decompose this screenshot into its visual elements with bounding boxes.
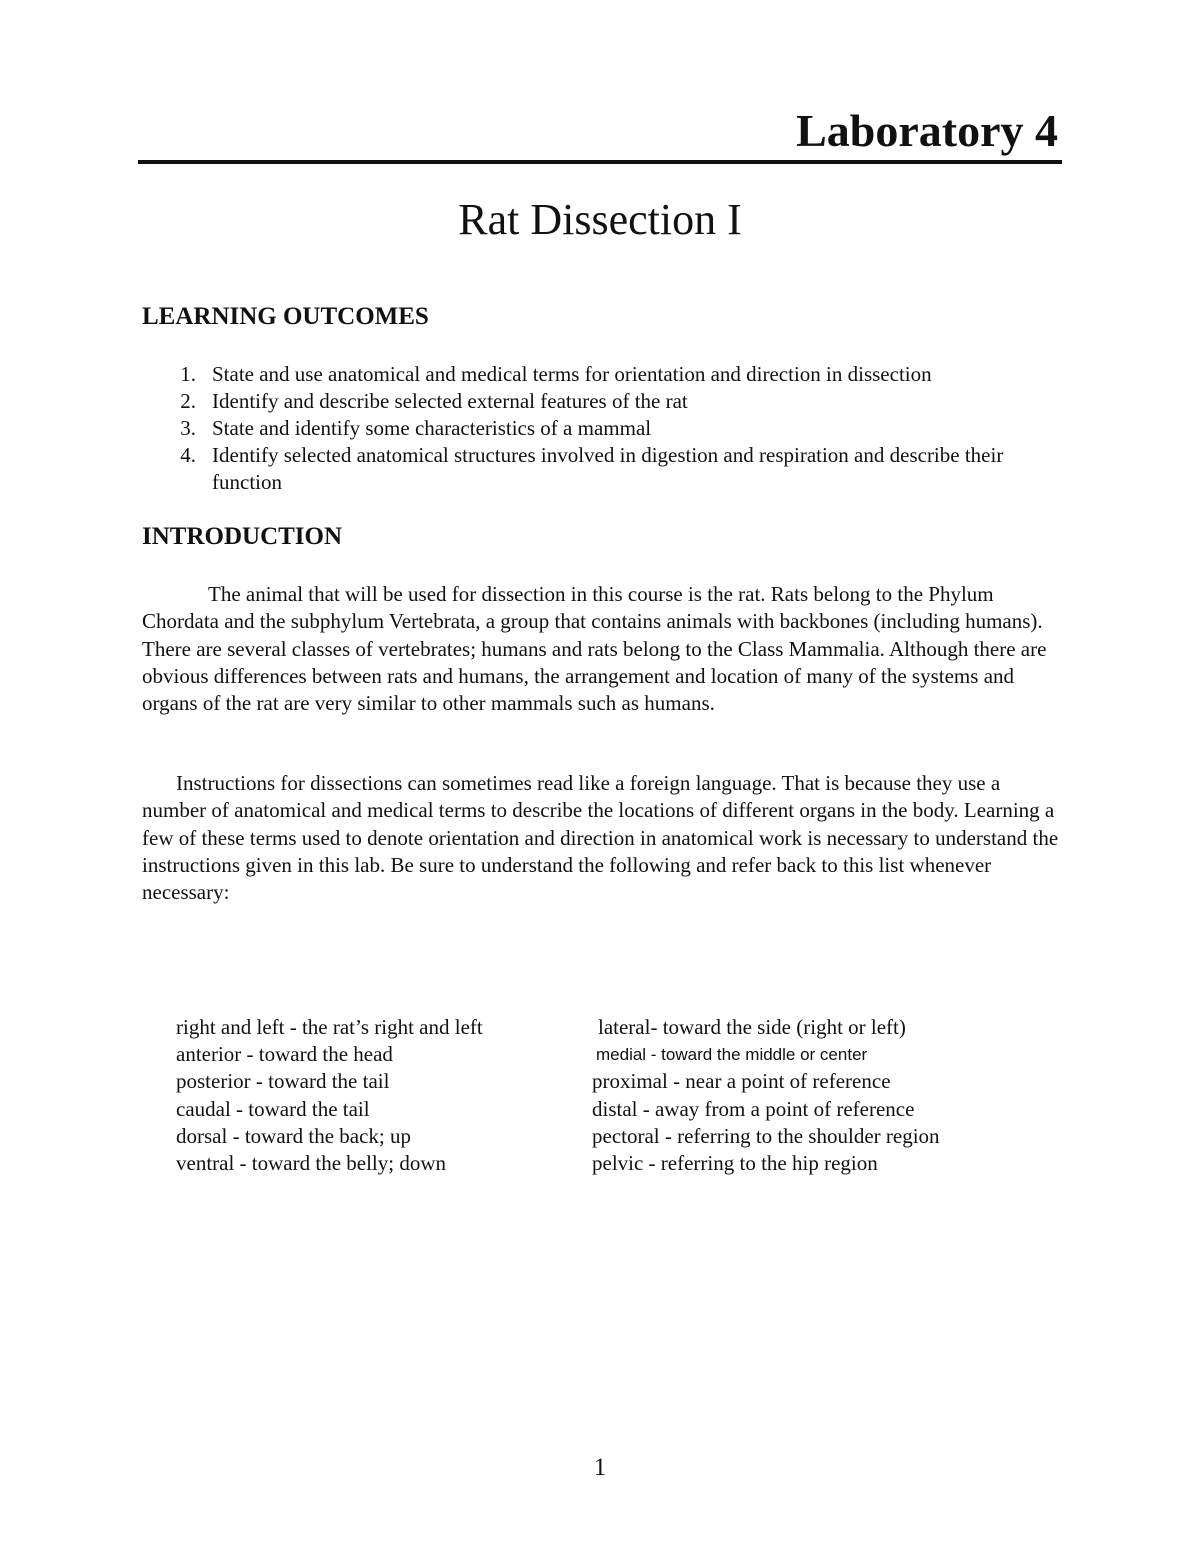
header-rule bbox=[138, 160, 1062, 164]
list-item bbox=[172, 388, 1062, 415]
introduction-paragraph-1: The animal that will be used for dissection in this course is the rat. Rats belong to the Phylum Chordata and the subphylum Vertebrata, a group that contains animals with backbones (including humans). There are several classes of vertebrates; humans and rats belong to the Class Mammalia. Although there are obvious differences between rats and humans, the arrangement and location of many of the systems and organs of the rat are very similar to other mammals such as humans. bbox=[142, 582, 1047, 716]
term-item: distal - away from a point of reference bbox=[592, 1096, 915, 1121]
term-item: caudal - toward the tail bbox=[176, 1096, 370, 1121]
list-item-number: 2. bbox=[180, 389, 196, 413]
term-item: medial - toward the middle or center bbox=[596, 1045, 868, 1065]
list-item-text: State and use anatomical and medical terms for orientation and direction in dissection bbox=[212, 362, 932, 386]
list-item bbox=[172, 361, 1062, 388]
term-item: right and left - the rat’s right and left bbox=[176, 1015, 483, 1039]
list-item-number: 4. bbox=[180, 443, 196, 467]
learning-outcomes-list bbox=[172, 361, 1062, 496]
list-item bbox=[172, 415, 1062, 442]
term-item: posterior - toward the tail bbox=[176, 1069, 390, 1094]
introduction-heading: INTRODUCTION bbox=[142, 523, 343, 550]
list-item-text: Identify selected anatomical structures involved in digestion and respiration and describe their function bbox=[212, 443, 1004, 494]
term-item: proximal - near a point of reference bbox=[592, 1069, 891, 1094]
term-item: pelvic - referring to the hip region bbox=[592, 1151, 878, 1176]
terms-list-left bbox=[176, 1014, 576, 1177]
introduction-paragraph-2: Instructions for dissections can sometimes read like a foreign language. That is because they use a number of anatomical and medical terms to describe the locations of different organs in the body. Learning a few of these terms used to denote orientation and direction in anatomical work is necessary to understand the instructions given in this lab. Be sure to understand the following and refer back to this list whenever necessary: bbox=[142, 771, 1059, 905]
term-item: pectoral - referring to the shoulder region bbox=[592, 1123, 940, 1148]
term-item: anterior - toward the head bbox=[176, 1042, 393, 1067]
list-item-text: State and identify some characteristics of a mammal bbox=[212, 416, 652, 440]
term-item: lateral- toward the side (right or left) bbox=[598, 1015, 906, 1039]
page-number: 1 bbox=[593, 1454, 607, 1481]
list-item-number: 1. bbox=[180, 362, 196, 386]
list-item-number: 3. bbox=[180, 416, 196, 440]
learning-outcomes-heading: LEARNING OUTCOMES bbox=[142, 303, 429, 330]
document-title: Rat Dissection I bbox=[458, 195, 742, 244]
list-item bbox=[172, 442, 1062, 496]
lab-title: Laboratory 4 bbox=[796, 105, 1058, 156]
terms-list-right bbox=[592, 1014, 1062, 1177]
list-item-text: Identify and describe selected external features of the rat bbox=[212, 389, 688, 413]
term-item: dorsal - toward the back; up bbox=[176, 1123, 412, 1148]
term-item: ventral - toward the belly; down bbox=[176, 1151, 447, 1176]
